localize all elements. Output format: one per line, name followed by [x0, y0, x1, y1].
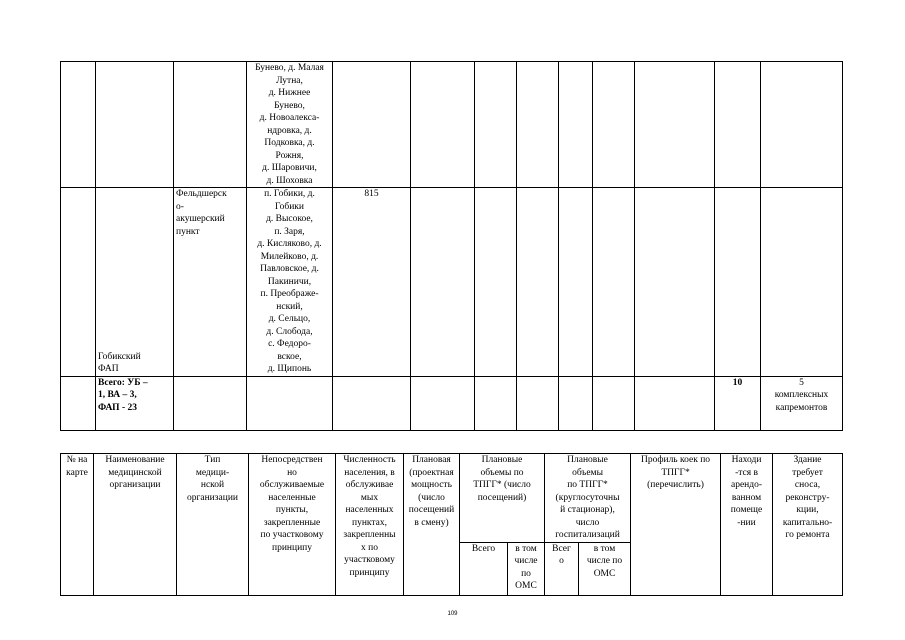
subheader-visits-oms: в том числе по ОМС [508, 542, 545, 595]
rented-total-cell: 10 [715, 376, 761, 430]
column-header-building: Здание требует сноса, реконстру- кции, капитально- го ремонта [773, 454, 843, 596]
column-header-number: № на карте [61, 454, 94, 596]
subheader-hosp-oms: в том числе по ОМС [579, 542, 631, 595]
column-header-name: Наименование медицинской организации [94, 454, 177, 596]
column-header-capacity: Плановая (проектная мощность (число посещений в смену) [404, 454, 460, 596]
header-row [61, 454, 843, 543]
column-header-visits: Плановые объемы по ТПГГ* (число посещений) [460, 454, 545, 543]
column-header-bed-profile: Профиль коек по ТПГГ* (перечислить) [631, 454, 721, 596]
organization-type-cell: Фельдшерск о- акушерский пункт [174, 188, 247, 377]
page-number: 109 [447, 611, 458, 617]
continuation-table [60, 61, 843, 431]
subheader-visits-total: Всего [460, 542, 508, 595]
localities-cell: п. Гобики, д. Гобики д. Высокое, п. Заря, д. Кисляково, д. Милейково, д. Павловское, д. Пакиничи, п. Преображе- нский, д. Сельцо, д. Слобода, с. Федоро- вское, д. Щипонь [247, 188, 333, 377]
column-header-localities: Непосредствен но обслуживаемые населенные пункты, закрепленные по участковому принципу [249, 454, 336, 596]
organization-name-cell: Гобикский ФАП [96, 188, 174, 377]
header-table [60, 453, 843, 596]
total-label-cell: Всего: УБ – 1, ВА – 3, ФАП - 23 [96, 376, 174, 430]
column-header-population: Численность населения, в обслуживае мых населенных пунктах, закрепленны х по участковому принципу [336, 454, 404, 596]
column-header-hospitalizations: Плановые объемы по ТПГГ* (круглосуточны й стационар), число госпитализаций [545, 454, 631, 543]
column-header-rented: Находи -тся в арендо- ванном помеще -нии [721, 454, 773, 596]
column-header-type: Тип медици- нской организации [177, 454, 249, 596]
repair-total-cell: 5 комплексных капремонтов [761, 376, 843, 430]
total-row [61, 376, 843, 430]
subheader-hosp-total: Всег о [545, 542, 579, 595]
localities-cell: Бунево, д. Малая Лутна, д. Нижнее Бунево, д. Новоалекса- ндровка, д. Подковка, д. Рожня, д. Шаровичи, д. Шоховка [247, 62, 333, 188]
population-cell: 815 [333, 188, 411, 377]
table-row [61, 62, 843, 188]
table-row [61, 188, 843, 377]
